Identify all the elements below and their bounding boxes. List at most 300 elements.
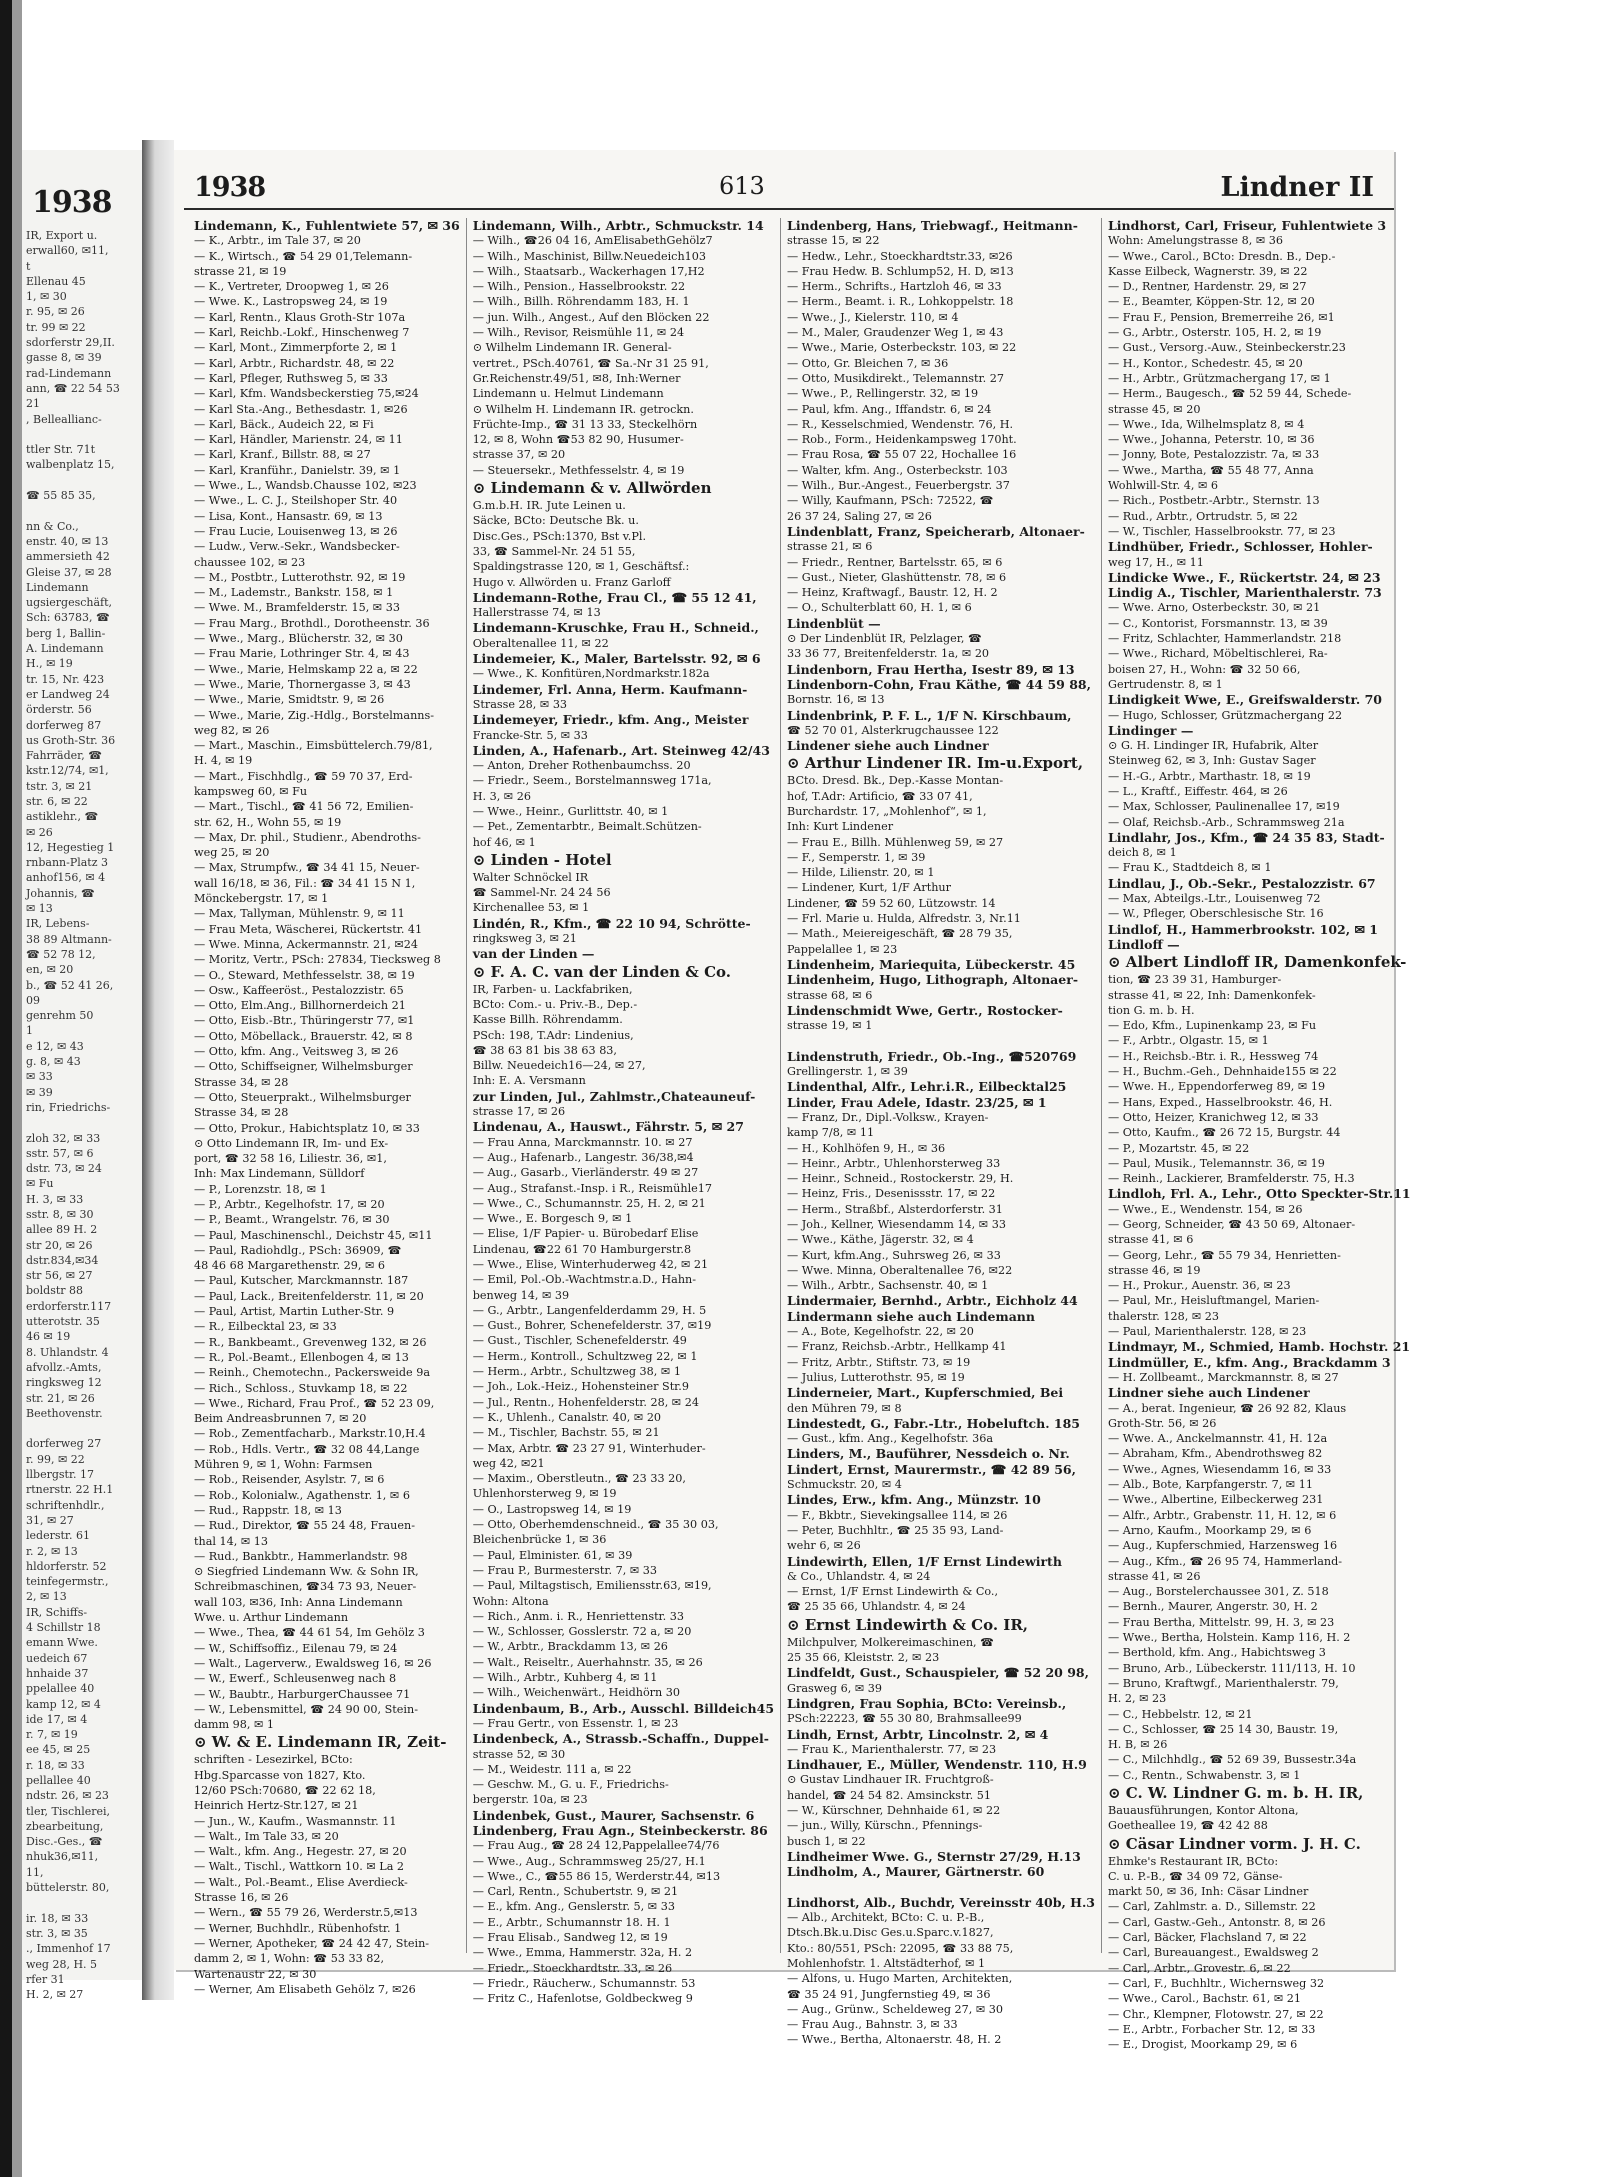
previous-page-line: Johannis, ☎ [26, 886, 95, 900]
previous-page-line: schriftenhdlr., [26, 1498, 105, 1512]
directory-entry: — H. Zollbeamt., Marckmannstr. 8, ✉ 27 [1108, 1370, 1339, 1384]
directory-entry: — Wwe., P., Rellingerstr. 32, ✉ 19 [787, 387, 979, 401]
directory-entry: — C., Kontorist, Forsmannstr. 13, ✉ 39 [1108, 616, 1328, 630]
directory-entry: Burchardstr. 17, „Mohlenhof“, ✉ 1, [787, 804, 987, 818]
directory-entry: ⊙ Linden - Hotel [472, 850, 612, 869]
directory-entry: — Frau K., Marienthalerstr. 77, ✉ 23 [787, 1742, 997, 1756]
directory-entry: damm 98, ✉ 1 [194, 1718, 275, 1732]
directory-entry: ⊙ Albert Lindloff IR, Damenkonfek- [1108, 953, 1407, 972]
directory-entry: — H., Reichsb.-Btr. i. R., Hessweg 74 [1108, 1049, 1319, 1063]
directory-entry: — Karl, Rentn., Klaus Groth-Str 107a [194, 310, 406, 324]
directory-entry: — A., berat. Ingenieur, ☎ 26 92 82, Klaus [1108, 1401, 1347, 1415]
directory-entry: — C., Schlosser, ☎ 25 14 30, Baustr. 19, [1108, 1722, 1339, 1736]
directory-entry: — Georg, Schneider, ☎ 43 50 69, Altonaer- [1108, 1218, 1356, 1231]
directory-entry: — Georg, Lehr., ☎ 55 79 34, Henrietten- [1108, 1248, 1341, 1262]
directory-entry: ⊙ C. W. Lindner G. m. b. H. IR, [1108, 1783, 1364, 1802]
directory-entry: Lindemann-Kruschke, Frau H., Schneid., [472, 620, 759, 636]
directory-entry: — Rich., Postbetr.-Arbtr., Sternstr. 13 [1108, 494, 1320, 508]
directory-entry: Hbg.Sparcasse von 1827, Kto. [194, 1768, 366, 1782]
directory-entry: Lindemeier, K., Maler, Bartelsstr. 92, ✉ 6 [472, 651, 761, 667]
directory-entry: — Gust., Nieter, Glashüttenstr. 78, ✉ 6 [787, 570, 1007, 584]
directory-entry: — Wwe. K., Lastropsweg 24, ✉ 19 [194, 295, 388, 309]
directory-entry: — Otto, Musikdirekt., Telemannstr. 27 [787, 371, 1004, 385]
directory-entry: port, ☎ 32 58 16, Liliestr. 36, ✉1, [194, 1152, 387, 1166]
previous-page-line: ir. 18, ✉ 33 [26, 1911, 89, 1925]
directory-column-4 [1102, 218, 1417, 2052]
directory-entry: — E., Arbtr., Forbacher Str. 12, ✉ 33 [1108, 2022, 1316, 2036]
scanner-edge [0, 0, 12, 2177]
previous-page-line: sstr. 8, ✉ 30 [26, 1208, 94, 1221]
directory-entry: — Karl, Kranf., Billstr. 88, ✉ 27 [194, 448, 371, 462]
directory-entry: Lindenberg, Hans, Triebwagf., Heitmann- [787, 218, 1078, 233]
directory-entry: Inh: Max Lindemann, Sülldorf [194, 1167, 365, 1181]
previous-page-line: rtnerstr. 22 H.1 [26, 1483, 114, 1497]
directory-entry: PSch: 198, T.Adr: Lindenius, [472, 1028, 634, 1042]
directory-entry: — Frau Marg., Brothdl., Dorotheenstr. 36 [194, 616, 430, 630]
directory-entry: IR, Farben- u. Lackfabriken, [472, 982, 633, 996]
directory-entry: — Wwe., C., ☎55 86 15, Werderstr.44, ✉13 [472, 1869, 721, 1883]
previous-page-line: str. 3, ✉ 35 [26, 1926, 88, 1940]
directory-entry: Lindewirth, Ellen, 1/F Ernst Lindewirth [787, 1553, 1062, 1569]
directory-entry: — H., Kohlhöfen 9, H., ✉ 36 [787, 1141, 946, 1155]
directory-entry: — C., Hebbelstr. 12, ✉ 21 [1108, 1707, 1253, 1721]
directory-entry: — Alb., Architekt, BCto: C. u. P.-B., [787, 1911, 985, 1925]
previous-page-line: zbearbeitung, [26, 1819, 104, 1833]
directory-entry: Lindenblatt, Franz, Speicherarb, Altonaer- [787, 523, 1085, 539]
previous-page-line: 12, Hegestieg 1 [26, 840, 115, 854]
previous-page-line: boldstr 88 [26, 1284, 84, 1298]
directory-entry: benweg 14, ✉ 39 [472, 1288, 570, 1302]
directory-entry: — Alfons, u. Hugo Marten, Architekten, [787, 1972, 1013, 1986]
directory-entry: — Carl, Zahlmstr. a. D., Sillemstr. 22 [1108, 1900, 1316, 1914]
previous-page-line: IR, Schiffs- [26, 1605, 88, 1619]
directory-entry: boisen 27, H., Wohn: ☎ 32 50 66, [1108, 662, 1301, 676]
directory-entry: — Wwe., E., Wendenstr. 154, ✉ 26 [1108, 1202, 1303, 1216]
directory-entry: Lindermann siehe auch Lindemann [787, 1308, 1035, 1324]
directory-entry: — Carl, Arbtr., Grovestr. 6, ✉ 22 [1108, 1961, 1291, 1975]
directory-entry: — K., Wirtsch., ☎ 54 29 01,Telemann- [194, 249, 413, 263]
directory-entry: Säcke, BCto: Deutsche Bk. u. [472, 514, 639, 528]
directory-entry: — Otto, Möbellack., Brauerstr. 42, ✉ 8 [194, 1029, 413, 1043]
directory-entry: Gr.Reichenstr.49/51, ✉8, Inh:Werner [472, 371, 681, 385]
previous-page-line: anhof156, ✉ 4 [26, 871, 106, 885]
previous-page-line: tr. 15, Nr. 423 [26, 672, 105, 686]
previous-page-line: zloh 32, ✉ 33 [26, 1131, 101, 1145]
directory-entry: — Herm., Baugesch., ☎ 52 59 44, Schede- [1108, 387, 1352, 401]
directory-entry: — Jonny, Bote, Pestalozzistr. 7a, ✉ 33 [1108, 448, 1320, 462]
directory-entry: thal 14, ✉ 13 [194, 1534, 269, 1548]
directory-entry: Hallerstrasse 74, ✉ 13 [472, 606, 601, 620]
directory-entry: — Karl, Bäck., Audeich 22, ✉ Fi [194, 417, 374, 431]
previous-page-line: 8. Uhlandstr. 4 [26, 1345, 109, 1359]
directory-entry: strasse 41, ✉ 22, Inh: Damenkonfek- [1108, 988, 1316, 1002]
directory-entry: — E., Beamter, Köppen-Str. 12, ✉ 20 [1108, 295, 1315, 309]
previous-page-line: ✉ 39 [26, 1085, 53, 1099]
directory-column-1 [188, 218, 467, 1996]
directory-entry: — Otto, Heizer, Kranichweg 12, ✉ 33 [1108, 1110, 1319, 1124]
directory-entry: Lindmüller, E., kfm. Ang., Brackdamm 3 [1108, 1354, 1391, 1370]
directory-entry: — R., Kesselschmied, Wendenstr. 76, H. [787, 417, 1014, 431]
directory-entry: — Otto, Elm.Ang., Billhornerdeich 21 [194, 999, 406, 1013]
directory-entry: Lindén, R., Kfm., ☎ 22 10 94, Schrötte- [472, 915, 751, 931]
previous-page-line: , Belleallianc- [26, 412, 102, 426]
previous-page-line: 31, ✉ 27 [26, 1513, 74, 1527]
directory-entry: — M., Tischler, Bachstr. 55, ✉ 21 [472, 1426, 660, 1440]
previous-page-line: e 12, ✉ 43 [26, 1039, 84, 1053]
directory-entry: — Aug., Kupferschmied, Harzensweg 16 [1108, 1539, 1338, 1553]
directory-entry: Lindenberg, Frau Agn., Steinbeckerstr. 86 [472, 1822, 768, 1838]
directory-entry: Lindemann u. Helmut Lindemann [472, 387, 664, 401]
previous-page-line: ugsiergeschäft, [26, 596, 113, 610]
directory-entry: — Walt., Reiseltr., Auerhahnstr. 35, ✉ 26 [472, 1655, 703, 1669]
previous-page-line: ann, ☎ 22 54 53 [26, 381, 120, 395]
directory-entry: Lindenbrink, P. F. L., 1/F N. Kirschbaum, [787, 707, 1072, 723]
directory-entry: wall 103, ✉36, Inh: Anna Lindemann [194, 1595, 403, 1609]
previous-page-line: erwall60, ✉11, [26, 244, 109, 258]
directory-entry: — Rob., Hdls. Vertr., ☎ 32 08 44,Lange [194, 1442, 420, 1456]
previous-page-line [22, 503, 142, 518]
directory-entry: Kto.: 80/551, PSch: 22095, ☎ 33 88 75, [787, 1941, 1014, 1955]
directory-entry: Hugo v. Allwörden u. Franz Garloff [472, 575, 671, 589]
directory-entry: — Ernst, 1/F Ernst Lindewirth & Co., [787, 1585, 999, 1599]
directory-entry: — Paul, Maschinenschl., Deichstr 45, ✉11 [194, 1228, 433, 1242]
previous-page-line: H., ✉ 19 [26, 657, 73, 671]
directory-entry: Mühren 9, ✉ 1, Wohn: Farmsen [194, 1458, 373, 1472]
directory-entry: — H., Buchm.-Geh., Dehnhaide155 ✉ 22 [1108, 1065, 1337, 1079]
directory-entry: busch 1, ✉ 22 [787, 1834, 866, 1848]
directory-entry: — Friedr., Rentner, Bartelsstr. 65, ✉ 6 [787, 555, 1003, 569]
directory-entry: Billw. Neuedeich16—24, ✉ 27, [472, 1059, 646, 1073]
header-rule [184, 208, 1394, 210]
directory-entry: — Rob., Form., Heidenkampsweg 170ht. [787, 433, 1017, 447]
directory-entry: Lindigkeit Wwe, E., Greifswalderstr. 70 [1108, 692, 1383, 708]
directory-entry: Lindemann, Wilh., Arbtr., Schmuckstr. 14 [472, 218, 764, 233]
directory-entry: — A., Bote, Kegelhofstr. 22, ✉ 20 [787, 1325, 974, 1339]
directory-entry: — Wwe. Arno, Osterbeckstr. 30, ✉ 21 [1108, 601, 1321, 615]
directory-entry: — Frau Gertr., von Essenstr. 1, ✉ 23 [472, 1716, 679, 1730]
previous-page-line: A. Lindemann [26, 642, 104, 656]
directory-entry: — Heinr., Schneid., Rostockerstr. 29, H. [787, 1172, 1014, 1186]
previous-page-line: utterotstr. 35 [26, 1315, 100, 1329]
directory-entry: Lindenstruth, Friedr., Ob.-Ing., ☎520769 [787, 1048, 1077, 1064]
previous-page-line: walbenplatz 15, [26, 458, 115, 472]
previous-page-line: ppelallee 40 [26, 1682, 95, 1696]
directory-entry: — Rud., Arbtr., Ortrudstr. 5, ✉ 22 [1108, 509, 1298, 523]
directory-entry: — Wwe., J., Kielerstr. 110, ✉ 4 [787, 310, 959, 324]
directory-entry: Lindenau, A., Hauswt., Fährstr. 5, ✉ 27 [472, 1119, 744, 1135]
directory-entry: 48 46 68 Margarethenstr. 29, ✉ 6 [194, 1259, 386, 1273]
directory-entry: — Gust., kfm. Ang., Kegelhofstr. 36a [787, 1432, 994, 1446]
directory-entry: — O., Schulterblatt 60, H. 1, ✉ 6 [787, 601, 972, 615]
directory-entry: zur Linden, Jul., Zahlmstr.,Chateauneuf- [472, 1088, 756, 1104]
directory-entry: — Fritz C., Hafenlotse, Goldbeckweg 9 [472, 1992, 693, 2006]
previous-page-line: tstr. 3, ✉ 21 [26, 779, 93, 793]
directory-entry: — Rich., Anm. i. R., Henriettenstr. 33 [472, 1609, 685, 1623]
directory-entry: — Bruno, Kraftwgf., Marienthalerstr. 79, [1108, 1676, 1339, 1690]
directory-entry: — Carl, Rentn., Schubertstr. 9, ✉ 21 [472, 1885, 679, 1899]
directory-entry: — Frau P., Burmesterstr. 7, ✉ 33 [472, 1563, 657, 1577]
directory-entry: Pappelallee 1, ✉ 23 [787, 942, 898, 956]
previous-page-line: 46 ✉ 19 [26, 1330, 71, 1344]
previous-page-line: örderstr. 56 [26, 703, 92, 717]
directory-entry: — Wwe., Ida, Wilhelmsplatz 8, ✉ 4 [1108, 417, 1305, 431]
directory-entry: — Emil, Pol.-Ob.-Wachtmstr.a.D., Hahn- [472, 1273, 697, 1287]
directory-entry: Lindholm, A., Maurer, Gärtnerstr. 60 [787, 1864, 1045, 1880]
previous-page-line: 4 Schillstr 18 [26, 1621, 101, 1635]
directory-entry: — Lindener, Kurt, 1/F Arthur [787, 881, 951, 895]
directory-entry: strasse 41, ✉ 6 [1108, 1233, 1194, 1247]
directory-entry: Lindenborn-Cohn, Frau Käthe, ☎ 44 59 88, [787, 676, 1091, 692]
directory-entry: Schmuckstr. 20, ✉ 4 [787, 1478, 902, 1492]
directory-entry: — Gust., Bohrer, Schenefelderstr. 37, ✉19 [472, 1319, 712, 1333]
previous-page-line: r. 7, ✉ 19 [26, 1728, 78, 1742]
directory-entry: — Walt., Pol.-Beamt., Elise Averdieck- [194, 1875, 408, 1889]
directory-entry: — Mart., Fischhdlg., ☎ 59 70 37, Erd- [194, 769, 413, 783]
directory-entry: — Pet., Zementarbtr., Beimalt.Schützen- [472, 820, 702, 834]
directory-entry: — Otto, Gr. Bleichen 7, ✉ 36 [787, 356, 949, 370]
directory-entry: Lindlof, H., Hammerbrookstr. 102, ✉ 1 [1108, 921, 1378, 937]
directory-entry: — Edo, Kfm., Lupinenkamp 23, ✉ Fu [1108, 1019, 1317, 1033]
previous-page-line: erdorferstr.117 [26, 1299, 112, 1313]
previous-page-line: kstr.12/74, ✉1, [26, 764, 109, 778]
directory-entry: Lindhüber, Friedr., Schlosser, Hohler- [1108, 539, 1373, 555]
directory-entry: — Wwe., Marie, Helmskamp 22 a, ✉ 22 [194, 662, 418, 676]
directory-entry: — Julius, Lutterothstr. 95, ✉ 19 [787, 1370, 965, 1384]
previous-page-line: kamp 12, ✉ 4 [26, 1697, 101, 1711]
previous-page-year: 1938 [32, 185, 112, 220]
directory-entry: — Wwe. H., Eppendorferweg 89, ✉ 19 [1108, 1080, 1326, 1094]
directory-entry: H. 2, ✉ 23 [1108, 1692, 1167, 1706]
directory-entry: tion, ☎ 23 39 31, Hamburger- [1108, 973, 1282, 987]
directory-entry: — W., Pfleger, Oberschlesische Str. 16 [1108, 907, 1324, 921]
directory-entry: Lindloh, Frl. A., Lehr., Otto Speckter-Str.11 [1108, 1186, 1411, 1202]
directory-entry: — Wwe., K. Konfitüren,Nordmarkstr.182a [472, 667, 710, 681]
directory-entry: — Mart., Tischl., ☎ 41 56 72, Emilien- [194, 800, 414, 814]
page-section-title: Lindner II [1220, 172, 1374, 203]
previous-page-line: 11, [26, 1865, 44, 1879]
directory-entry: — Walt., Tischl., Wattkorn 10. ✉ La 2 [194, 1860, 405, 1874]
directory-entry: — jun. Wilh., Angest., Auf den Blöcken 22 [472, 310, 710, 324]
previous-page-line: Gleise 37, ✉ 28 [26, 565, 112, 579]
directory-entry: hof, T.Adr: Artificio, ☎ 33 07 41, [787, 789, 973, 803]
directory-entry: — Otto, Oberhemdenschneid., ☎ 35 30 03, [472, 1518, 719, 1532]
directory-entry: thalerstr. 128, ✉ 23 [1108, 1309, 1220, 1323]
directory-entry: — Paul, Mr., Heisluftmangel, Marien- [1108, 1294, 1320, 1308]
directory-entry: Lindenbeck, A., Strassb.-Schaffn., Duppel- [472, 1731, 769, 1747]
previous-page-line: enstr. 40, ✉ 13 [26, 534, 109, 548]
directory-entry: — Hugo, Schlosser, Grützmachergang 22 [1108, 708, 1343, 722]
directory-entry: BCto. Dresd. Bk., Dep.-Kasse Montan- [787, 774, 1004, 788]
directory-entry: — Geschw. M., G. u. F., Friedrichs- [472, 1778, 669, 1792]
directory-entry: — Aug., Hafenarb., Langestr. 36/38,✉4 [472, 1150, 694, 1164]
directory-entry: — Jun., W., Kaufm., Wasmannstr. 11 [194, 1814, 397, 1828]
previous-page-line: llbergstr. 17 [26, 1468, 94, 1482]
directory-entry: — Paul, Kutscher, Marckmannstr. 187 [194, 1274, 409, 1288]
previous-page-line: str 56, ✉ 27 [26, 1269, 93, 1283]
directory-entry: ⊙ Wilhelm Lindemann IR. General- [472, 341, 672, 355]
previous-page-line: ammersieth 42 [26, 550, 110, 564]
directory-entry: kampsweg 60, ✉ Fu [194, 784, 308, 798]
directory-entry: — Aug., Kfm., ☎ 26 95 74, Hammerland- [1108, 1554, 1343, 1568]
directory-entry: ⊙ Otto Lindemann IR, Im- und Ex- [194, 1136, 389, 1150]
directory-entry: — Rud., Bankbtr., Hammerlandstr. 98 [194, 1549, 408, 1563]
directory-entry: — Wwe. Minna, Oberaltenallee 76, ✉22 [787, 1263, 1013, 1277]
directory-entry: Lindenheim, Mariequita, Lübeckerstr. 45 [787, 956, 1076, 972]
directory-entry: — Frau E., Billh. Mühlenweg 59, ✉ 27 [787, 835, 1004, 849]
directory-entry: Lindhauer, E., Müller, Wendenstr. 110, H.9 [787, 1757, 1087, 1773]
previous-page-line: rad-Lindemann [26, 366, 112, 380]
directory-entry: — Wilh., Maschinist, Billw.Neuedeich103 [472, 249, 707, 263]
directory-entry: markt 50, ✉ 36, Inh: Cäsar Lindner [1108, 1885, 1309, 1899]
directory-entry: ☎ 25 35 66, Uhlandstr. 4, ✉ 24 [787, 1600, 966, 1614]
directory-entry: — Willy, Kaufmann, PSch: 72522, ☎ [787, 494, 994, 508]
directory-entry: Mönckebergstr. 17, ✉ 1 [194, 892, 329, 906]
directory-entry: — E., Arbtr., Schumannstr 18. H. 1 [472, 1915, 671, 1929]
directory-entry: — Paul, kfm. Ang., Iffandstr. 6, ✉ 24 [787, 402, 992, 416]
directory-entry: — Walt., Lagerverw., Ewaldsweg 16, ✉ 26 [194, 1656, 432, 1670]
directory-entry: — Frau Anna, Marckmannstr. 10. ✉ 27 [472, 1135, 693, 1149]
directory-entry: — K., Uhlenh., Canalstr. 40, ✉ 20 [472, 1410, 662, 1424]
previous-page-line [22, 1895, 142, 1910]
directory-entry: — Wwe. M., Bramfelderstr. 15, ✉ 33 [194, 601, 400, 615]
directory-entry: tion G. m. b. H. [1108, 1003, 1195, 1017]
directory-entry: — Paul, Lack., Breitenfelderstr. 11, ✉ 20 [194, 1289, 424, 1303]
previous-page-line: ndstr. 26, ✉ 23 [26, 1789, 109, 1803]
directory-entry: ⊙ Lindemann & v. Allwörden [472, 479, 712, 498]
previous-page-line: ., Immenhof 17 [26, 1942, 111, 1956]
directory-entry: — Fritz, Arbtr., Stiftstr. 73, ✉ 19 [787, 1355, 971, 1369]
previous-page-line: ✉ 26 [26, 825, 53, 839]
previous-page-line: dorferweg 87 [26, 718, 102, 732]
directory-entry: den Mühren 79, ✉ 8 [787, 1401, 902, 1415]
previous-page-line: 21 [26, 397, 40, 411]
directory-entry: — Rob., Zementfacharb., Markstr.10,H.4 [194, 1427, 426, 1441]
directory-entry: — Wwe., Emma, Hammerstr. 32a, H. 2 [472, 1946, 693, 1960]
directory-entry: handel, ☎ 24 54 82. Amsinckstr. 51 [787, 1788, 991, 1802]
directory-entry: — Wilh., Arbtr., Kuhberg 4, ✉ 11 [472, 1671, 658, 1685]
directory-entry: — Wwe., Agnes, Wiesendamm 16, ✉ 33 [1108, 1462, 1332, 1476]
directory-entry: Lindener siehe auch Lindner [787, 738, 989, 754]
previous-page-line: b., ☎ 52 41 26, [26, 978, 114, 992]
directory-entry: — Herm., Straßbf., Alsterdorferstr. 31 [787, 1202, 1003, 1216]
directory-entry: Walter Schnöckel IR [472, 870, 589, 884]
directory-entry: hof 46, ✉ 1 [472, 835, 536, 849]
directory-entry: — Wilh., Arbtr., Sachsenstr. 40, ✉ 1 [787, 1279, 989, 1293]
previous-page-line: Disc.-Ges., ☎ [26, 1835, 103, 1849]
directory-entry: — W., Kürschner, Dehnhaide 61, ✉ 22 [787, 1803, 1001, 1817]
directory-entry: Lindner siehe auch Lindener [1108, 1385, 1310, 1401]
directory-entry: — jun., Willy, Kürschn., Pfennings- [787, 1819, 983, 1833]
previous-page-line: r. 95, ✉ 26 [26, 305, 85, 319]
directory-entry: — Carl, Bureauangest., Ewaldsweg 2 [1108, 1946, 1319, 1960]
directory-entry: — Friedr., Stoeckhardtstr. 33, ✉ 26 [472, 1961, 673, 1975]
directory-entry [787, 1879, 1095, 1894]
directory-entry: — W., Arbtr., Brackdamm 13, ✉ 26 [472, 1640, 668, 1654]
directory-entry: — Lisa, Kont., Hansastr. 69, ✉ 13 [194, 509, 383, 523]
directory-entry: — Wwe., Carol., BCto: Dresdn. B., Dep.- [1108, 249, 1336, 263]
directory-entry: — E., Drogist, Moorkamp 29, ✉ 6 [1108, 2038, 1298, 2052]
directory-entry: — Math., Meiereigeschäft, ☎ 28 79 35, [787, 927, 1013, 941]
directory-entry: — Wwe., Marie, Osterbeckstr. 103, ✉ 22 [787, 341, 1017, 355]
previous-page-line: tr. 99 ✉ 22 [26, 320, 86, 334]
directory-entry: — Alb., Bote, Karpfangerstr. 7, ✉ 11 [1108, 1478, 1313, 1492]
directory-entry: Lindert, Ernst, Maurermstr., ☎ 42 89 56, [787, 1461, 1076, 1477]
directory-entry: Lindestedt, G., Fabr.-Ltr., Hobeluftch. 185 [787, 1415, 1081, 1431]
previous-page-line: H. 3, ✉ 33 [26, 1192, 84, 1206]
directory-entry: str. 62, H., Wohn 55, ✉ 19 [194, 815, 342, 829]
directory-entry: Lindlahr, Jos., Kfm., ☎ 24 35 83, Stadt- [1108, 829, 1385, 845]
directory-entry: Spaldingstrasse 120, ✉ 1, Geschäftsf.: [472, 560, 690, 574]
previous-page-line [22, 427, 142, 442]
previous-page-line: 1 [26, 1024, 33, 1038]
directory-entry: wehr 6, ✉ 26 [787, 1539, 861, 1553]
directory-entry: — O., Lastropsweg 14, ✉ 19 [472, 1502, 632, 1516]
directory-entry: — H., Prokur., Auenstr. 36, ✉ 23 [1108, 1279, 1291, 1293]
directory-entry: ☎ 35 24 91, Jungfernstieg 49, ✉ 36 [787, 1987, 991, 2001]
previous-page-line: dstr.834,✉34 [26, 1253, 99, 1267]
directory-entry: — Karl, Mont., Zimmerpforte 2, ✉ 1 [194, 341, 398, 355]
directory-entry: 12, ✉ 8, Wohn ☎53 82 90, Husumer- [472, 433, 684, 447]
directory-entry: — Friedr., Räucherw., Schumannstr. 53 [472, 1976, 696, 1990]
directory-entry: — Ludw., Verw.-Sekr., Wandsbecker- [194, 540, 400, 554]
directory-entry: — Wwe., Martha, ☎ 55 48 77, Anna [1108, 463, 1314, 477]
directory-entry: Grasweg 6, ✉ 39 [787, 1681, 883, 1695]
previous-page-line: IR, Export u. [26, 229, 98, 242]
directory-entry: Linderneier, Mart., Kupferschmied, Bei [787, 1385, 1064, 1401]
directory-entry: Lindermaier, Bernhd., Arbtr., Eichholz 44 [787, 1293, 1078, 1309]
directory-entry: — W., Tischler, Hasselbrookstr. 77, ✉ 23 [1108, 524, 1336, 538]
directory-entry: kamp 7/8, ✉ 11 [787, 1126, 875, 1140]
directory-entry: — P., Arbtr., Kegelhofstr. 17, ✉ 20 [194, 1198, 385, 1211]
directory-entry: — Moritz, Vertr., PSch: 27834, Tiecksweg 8 [194, 953, 441, 967]
directory-entry: Lindes, Erw., kfm. Ang., Münzstr. 10 [787, 1492, 1041, 1508]
directory-entry: Heinrich Hertz-Str.127, ✉ 21 [194, 1799, 359, 1813]
previous-page-line: ✉ 33 [26, 1070, 53, 1084]
directory-entry: — Otto, Steuerprakt., Wilhelmsburger [194, 1090, 411, 1104]
directory-entry: — Frau Bertha, Mittelstr. 99, H. 3, ✉ 23 [1108, 1615, 1335, 1629]
previous-page-line: teinfegermstr., [26, 1575, 109, 1589]
previous-page-line: dorferweg 27 [26, 1437, 102, 1451]
directory-entry: — Max, Arbtr. ☎ 23 27 91, Winterhuder- [472, 1441, 706, 1455]
directory-entry: van der Linden — [472, 946, 595, 962]
directory-entry: 33 36 77, Breitenfelderstr. 1a, ✉ 20 [787, 647, 990, 661]
directory-entry: ☎ 38 63 81 bis 38 63 83, [472, 1043, 617, 1057]
previous-page-line: ✉ Fu [26, 1177, 54, 1191]
directory-entry: Wohn: Altona [472, 1594, 549, 1608]
directory-entry: — Herm., Beamt. i. R., Lohkoppelstr. 18 [787, 295, 1014, 309]
directory-entry: — Wilh., Billh. Röhrendamm 183, H. 1 [472, 295, 690, 309]
directory-entry: Lindenblüt — [787, 615, 881, 631]
directory-entry: Disc.Ges., PSch:1370, Bst v.Pl. [472, 529, 647, 543]
previous-page-line: büttelerstr. 80, [26, 1881, 110, 1895]
directory-entry: — Rud., Direktor, ☎ 55 24 48, Frauen- [194, 1519, 415, 1533]
directory-entry: Kasse Billh. Röhrendamm. [472, 1013, 623, 1027]
directory-entry: — Otto, kfm. Ang., Veitsweg 3, ✉ 26 [194, 1045, 399, 1059]
directory-entry: Strasse 34, ✉ 28 [194, 1106, 289, 1120]
directory-entry: H. 3, ✉ 26 [472, 789, 531, 803]
directory-entry: — Wwe., Marie, Thornergasse 3, ✉ 43 [194, 677, 411, 691]
page-year: 1938 [194, 172, 266, 203]
directory-entry: — Wwe., Carol., Bachstr. 61, ✉ 21 [1108, 1992, 1302, 2006]
directory-entry: Lindgren, Frau Sophia, BCto: Vereinsb., [787, 1695, 1067, 1711]
previous-page-line: ringksweg 12 [26, 1376, 102, 1390]
previous-page-line: weg 28, H. 5 [26, 1957, 98, 1971]
directory-entry: — Friedr., Seem., Borstelmannsweg 171a, [472, 774, 712, 788]
directory-entry: — Frl. Marie u. Hulda, Alfredstr. 3, Nr.11 [787, 912, 1021, 926]
previous-page [22, 150, 143, 2002]
directory-entry: strasse 68, ✉ 6 [787, 988, 873, 1002]
previous-page-line: en, ✉ 20 [26, 963, 74, 977]
